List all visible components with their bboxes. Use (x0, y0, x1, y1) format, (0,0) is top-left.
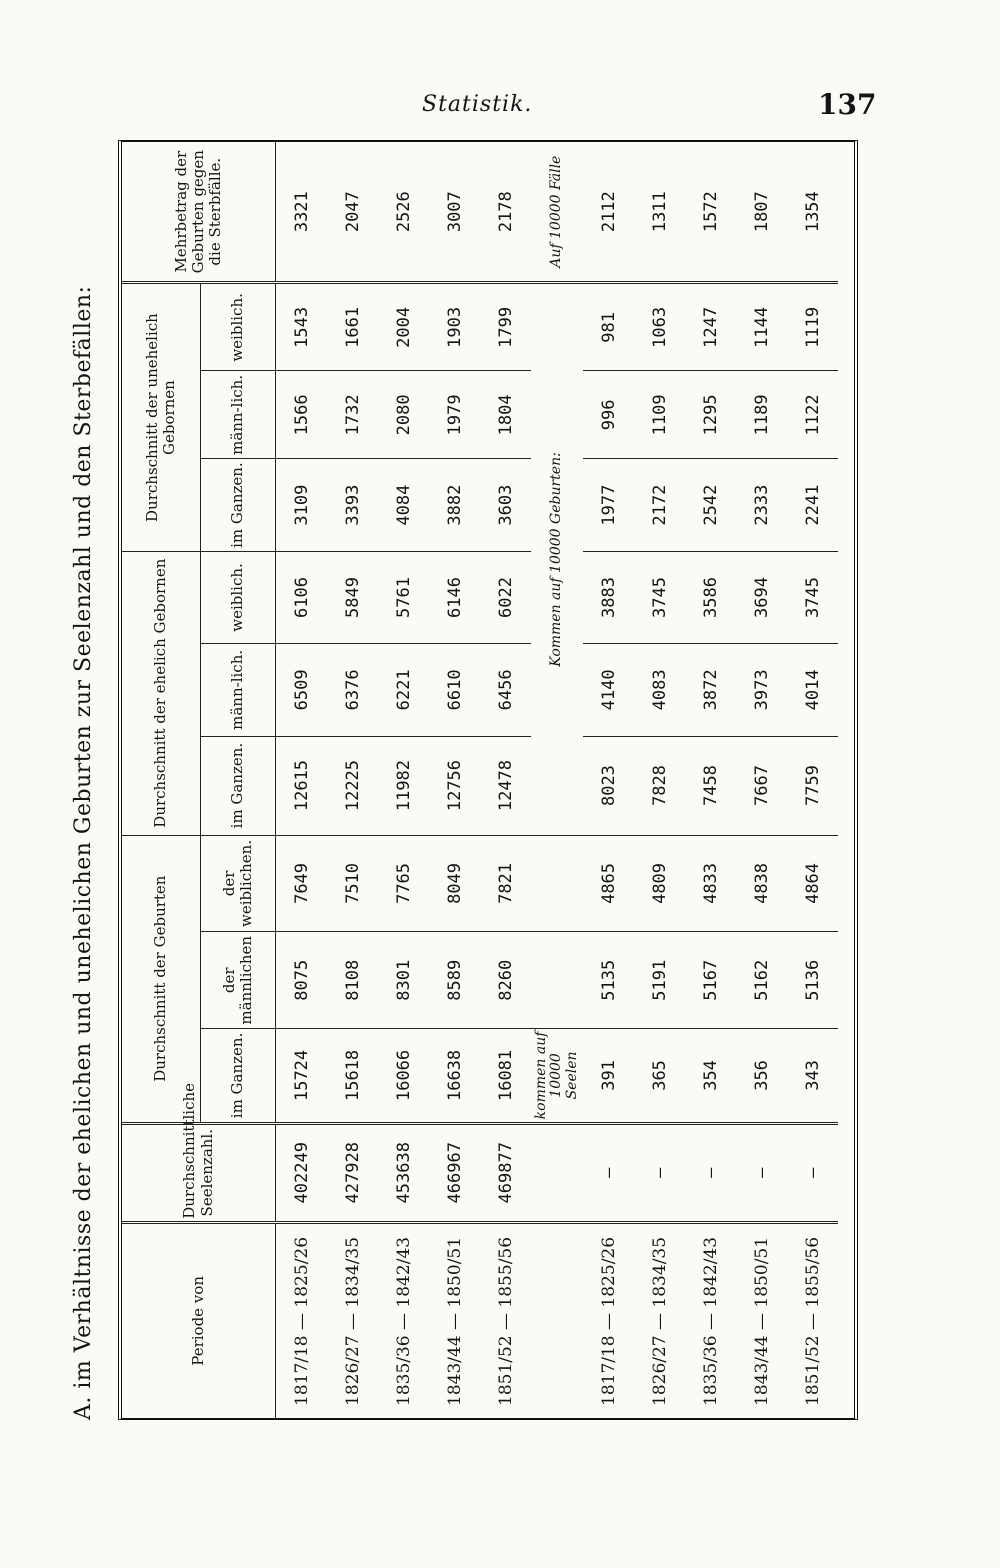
cell-g-ganz: 15724 (276, 1029, 328, 1124)
cell-seelen: 453638 (378, 1123, 429, 1222)
rotated-table-block (60, 140, 890, 1420)
note-seelen: kommen auf 10000 Seelen (531, 1029, 583, 1124)
cell-e-ganz: 8023 (583, 736, 634, 835)
cell-e-w: 6022 (480, 551, 531, 643)
cell-u-w: 1661 (327, 283, 378, 371)
statistics-table (122, 142, 838, 1418)
cell-g-ganz: 391 (583, 1029, 634, 1124)
cell-periode: 1817/18 — 1825/26 (291, 1236, 312, 1406)
cell-u-ganz: 2172 (634, 459, 685, 551)
cell-u-m: 1804 (480, 371, 531, 459)
cell-g-w: 4833 (685, 835, 736, 932)
cell-e-ganz: 12478 (480, 736, 531, 835)
cell-seelen: — (583, 1123, 634, 1222)
cell-seelen: 466967 (429, 1123, 480, 1222)
cell-g-w: 7821 (480, 835, 531, 932)
cell-seelen: 469877 (480, 1123, 531, 1222)
sub-geburten-ganzen: im Ganzen. (201, 1029, 276, 1124)
cell-g-m: 5136 (787, 932, 838, 1029)
cell-e-w: 5849 (327, 551, 378, 643)
table-frame (118, 140, 858, 1420)
sub-unehelich-weiblich: weiblich. (201, 283, 276, 371)
cell-u-m: 1295 (685, 371, 736, 459)
cell-periode: 1835/36 — 1842/43 (393, 1236, 414, 1406)
cell-periode: 1826/27 — 1834/35 (649, 1236, 670, 1406)
table-notes (531, 142, 583, 1418)
cell-g-m: 5191 (634, 932, 685, 1029)
note-geburten: Kommen auf 10000 Geburten: (531, 283, 583, 835)
cell-g-ganz: 16638 (429, 1029, 480, 1124)
table-row (736, 142, 787, 1418)
cell-e-m: 6509 (276, 644, 328, 736)
cell-g-ganz: 354 (685, 1029, 736, 1124)
table-row (583, 142, 634, 1418)
cell-u-ganz: 3393 (327, 459, 378, 551)
group-unehelich-header: Durchschnitt der unehelich Gebornen (122, 283, 201, 551)
table-row (634, 142, 685, 1418)
cell-e-w: 5761 (378, 551, 429, 643)
col-mehrbetrag-header: Mehrbetrag der Geburten gegen die Sterbfälle. (122, 142, 276, 283)
cell-e-w: 3745 (787, 551, 838, 643)
page-header (0, 88, 1000, 128)
cell-e-ganz: 7759 (787, 736, 838, 835)
cell-mehr: 3007 (429, 142, 480, 283)
sub-ehelich-weiblich: weiblich. (201, 551, 276, 643)
cell-mehr: 2526 (378, 142, 429, 283)
cell-e-m: 3872 (685, 644, 736, 736)
table-body-relative (583, 142, 838, 1418)
sub-unehelich-ganzen: im Ganzen. (201, 459, 276, 551)
cell-e-w: 6106 (276, 551, 328, 643)
cell-g-m: 8075 (276, 932, 328, 1029)
sub-ehelich-ganzen: im Ganzen. (201, 736, 276, 835)
cell-periode: 1843/44 — 1850/51 (751, 1236, 772, 1406)
cell-u-w: 1543 (276, 283, 328, 371)
cell-e-w: 3745 (634, 551, 685, 643)
cell-mehr: 3321 (276, 142, 328, 283)
cell-u-ganz: 2241 (787, 459, 838, 551)
cell-g-ganz: 356 (736, 1029, 787, 1124)
cell-u-ganz: 2542 (685, 459, 736, 551)
note-blank (531, 835, 583, 932)
cell-seelen: — (634, 1123, 685, 1222)
cell-e-m: 6376 (327, 644, 378, 736)
cell-g-m: 5135 (583, 932, 634, 1029)
table-body-absolute (276, 142, 532, 1418)
cell-mehr: 1572 (685, 142, 736, 283)
cell-u-ganz: 3603 (480, 459, 531, 551)
cell-u-w: 981 (583, 283, 634, 371)
cell-periode: 1835/36 — 1842/43 (700, 1236, 721, 1406)
cell-mehr: 2178 (480, 142, 531, 283)
cell-e-m: 4014 (787, 644, 838, 736)
table-row (787, 142, 838, 1418)
cell-seelen: 402249 (276, 1123, 328, 1222)
cell-g-ganz: 16066 (378, 1029, 429, 1124)
cell-e-m: 6221 (378, 644, 429, 736)
col-seelenzahl-header: Durchschnittliche Seelenzahl. (122, 1123, 276, 1222)
cell-e-ganz: 7458 (685, 736, 736, 835)
table-row (480, 142, 531, 1418)
cell-u-w: 2004 (378, 283, 429, 371)
table-row (685, 142, 736, 1418)
cell-u-ganz: 1977 (583, 459, 634, 551)
page-number: 137 (818, 88, 877, 121)
sub-unehelich-maennlich: männ-lich. (201, 371, 276, 459)
cell-e-m: 4140 (583, 644, 634, 736)
cell-g-w: 4864 (787, 835, 838, 932)
cell-seelen: — (685, 1123, 736, 1222)
group-geburten-header: Durchschnitt der Geburten (122, 835, 201, 1123)
running-head: Statistik. (422, 92, 533, 117)
cell-u-ganz: 3109 (276, 459, 328, 551)
cell-e-ganz: 11982 (378, 736, 429, 835)
cell-u-w: 1144 (736, 283, 787, 371)
cell-g-m: 5162 (736, 932, 787, 1029)
cell-g-w: 7765 (378, 835, 429, 932)
cell-mehr: 2112 (583, 142, 634, 283)
cell-periode: 1817/18 — 1825/26 (598, 1236, 619, 1406)
cell-g-w: 7649 (276, 835, 328, 932)
cell-e-ganz: 12615 (276, 736, 328, 835)
table-row (429, 142, 480, 1418)
cell-mehr: 1311 (634, 142, 685, 283)
cell-u-w: 1247 (685, 283, 736, 371)
cell-seelen: 427928 (327, 1123, 378, 1222)
cell-u-m: 1109 (634, 371, 685, 459)
cell-g-m: 8301 (378, 932, 429, 1029)
cell-seelen: — (736, 1123, 787, 1222)
cell-g-w: 8049 (429, 835, 480, 932)
cell-g-w: 4809 (634, 835, 685, 932)
cell-u-ganz: 4084 (378, 459, 429, 551)
cell-periode: 1851/52 — 1855/56 (495, 1236, 516, 1406)
cell-e-w: 6146 (429, 551, 480, 643)
cell-g-ganz: 343 (787, 1029, 838, 1124)
note-blank (531, 1222, 583, 1418)
cell-g-m: 8260 (480, 932, 531, 1029)
cell-u-w: 1903 (429, 283, 480, 371)
cell-e-w: 3883 (583, 551, 634, 643)
cell-g-w: 7510 (327, 835, 378, 932)
cell-u-m: 1979 (429, 371, 480, 459)
col-periode-header: Periode von (122, 1222, 276, 1418)
cell-g-ganz: 365 (634, 1029, 685, 1124)
cell-u-w: 1799 (480, 283, 531, 371)
cell-e-w: 3694 (736, 551, 787, 643)
cell-u-w: 1063 (634, 283, 685, 371)
cell-mehr: 1354 (787, 142, 838, 283)
group-ehelich-header: Durchschnitt der ehelich Gebornen (122, 551, 201, 835)
cell-u-m: 1732 (327, 371, 378, 459)
cell-g-w: 4838 (736, 835, 787, 932)
table-row (276, 142, 328, 1418)
cell-e-m: 3973 (736, 644, 787, 736)
cell-e-ganz: 12225 (327, 736, 378, 835)
cell-u-w: 1119 (787, 283, 838, 371)
sub-geburten-weiblichen: der weiblichen. (201, 835, 276, 932)
cell-u-m: 1189 (736, 371, 787, 459)
cell-u-m: 996 (583, 371, 634, 459)
cell-e-ganz: 7667 (736, 736, 787, 835)
cell-e-m: 4083 (634, 644, 685, 736)
cell-e-m: 6610 (429, 644, 480, 736)
note-blank-seelen (531, 1123, 583, 1222)
cell-seelen: — (787, 1123, 838, 1222)
table-caption: A. im Verhältnisse der ehelichen und unehelichen Geburten zur Seelenzahl und den Sterbefällen: (71, 285, 96, 1420)
cell-u-m: 2080 (378, 371, 429, 459)
cell-g-m: 8589 (429, 932, 480, 1029)
cell-g-ganz: 15618 (327, 1029, 378, 1124)
cell-periode: 1826/27 — 1834/35 (342, 1236, 363, 1406)
cell-mehr: 1807 (736, 142, 787, 283)
cell-g-m: 8108 (327, 932, 378, 1029)
sub-ehelich-maennlich: männ-lich. (201, 644, 276, 736)
cell-g-w: 4865 (583, 835, 634, 932)
cell-u-m: 1122 (787, 371, 838, 459)
note-faelle: Auf 10000 Fälle (531, 142, 583, 283)
cell-mehr: 2047 (327, 142, 378, 283)
cell-u-ganz: 3882 (429, 459, 480, 551)
cell-g-ganz: 16081 (480, 1029, 531, 1124)
cell-e-ganz: 12756 (429, 736, 480, 835)
cell-g-m: 5167 (685, 932, 736, 1029)
note-blank (531, 932, 583, 1029)
table-row (327, 142, 378, 1418)
cell-periode: 1843/44 — 1850/51 (444, 1236, 465, 1406)
cell-e-m: 6456 (480, 644, 531, 736)
cell-e-w: 3586 (685, 551, 736, 643)
sub-geburten-maennlichen: der männlichen (201, 932, 276, 1029)
table-row (378, 142, 429, 1418)
cell-u-m: 1566 (276, 371, 328, 459)
cell-u-ganz: 2333 (736, 459, 787, 551)
cell-e-ganz: 7828 (634, 736, 685, 835)
cell-periode: 1851/52 — 1855/56 (802, 1236, 823, 1406)
